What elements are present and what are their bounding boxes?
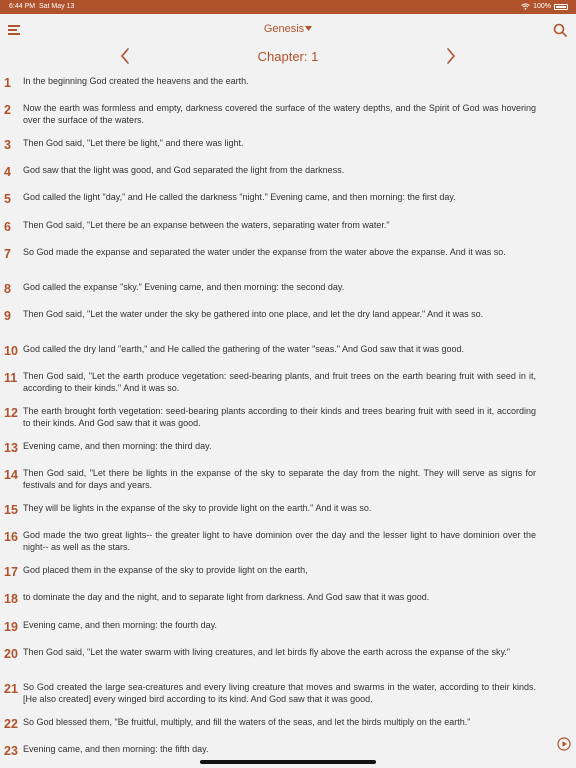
verse-text: The earth brought forth vegetation: seed-bearing plants according to their kinds and trees bearing fruit with seed in it, according to their kinds. And God saw that it was good. — [23, 406, 536, 428]
status-right — [521, 3, 568, 10]
status-time-text: 6:44 PM — [9, 3, 36, 10]
verse-number: 16 — [4, 530, 18, 544]
verse-number: 19 — [4, 620, 18, 634]
verse-text: Evening came, and then morning: the fourth day. — [23, 620, 217, 630]
caret-down-icon — [305, 26, 312, 31]
verse-number: 7 — [4, 247, 11, 261]
verse-text: God saw that the light was good, and God separated the light from the darkness. — [23, 165, 345, 175]
verse-number: 9 — [4, 309, 11, 323]
verse-text: Then God said, "Let there be light," and there was light. — [23, 138, 244, 148]
verse-text: Evening came, and then morning: the fifth day. — [23, 744, 209, 754]
play-icon[interactable] — [557, 737, 571, 751]
verse-text: Then God said, "Let there be an expanse between the waters, separating water from water." — [23, 220, 390, 230]
verse-text: Then God said, "Let the water under the sky be gathered into one place, and let the dry land appear." And it was so. — [23, 309, 484, 319]
verse-text: Evening came, and then morning: the third day. — [23, 441, 212, 451]
verse-text: In the beginning God created the heavens and the earth. — [23, 76, 249, 86]
status-date-text: Sat May 13 — [38, 3, 75, 10]
verse-text: Then God said, "Let the earth produce vegetation: seed-bearing plants, and fruit trees on the earth bearing fruit with seed in it, according to their kinds." And it was so. — [23, 371, 536, 393]
battery-percent: 100% — [533, 3, 551, 10]
verse-number: 10 — [4, 344, 18, 358]
status-bar — [0, 0, 576, 14]
verse-number: 14 — [4, 468, 18, 482]
verse-number: 17 — [4, 565, 18, 579]
book-title: Genesis — [263, 23, 305, 35]
verse-text: God placed them in the expanse of the sky to provide light on the earth, — [23, 565, 308, 575]
verse-number: 4 — [4, 165, 11, 179]
chevron-right-icon[interactable] — [446, 48, 456, 64]
book-selector[interactable] — [0, 23, 576, 35]
verse-text: God called the dry land "earth," and He called the gathering of the water "seas." And God saw that it was good. — [23, 344, 465, 354]
verse-number: 18 — [4, 592, 18, 606]
search-icon[interactable] — [553, 23, 567, 37]
verse-number: 2 — [4, 103, 11, 117]
verse-text: They will be lights in the expanse of the sky to provide light on the earth." And it was so. — [23, 503, 372, 513]
verse-text: to dominate the day and the night, and to separate light from darkness. And God saw that it was good. — [23, 592, 430, 602]
verse-number: 22 — [4, 717, 18, 731]
verse-number: 21 — [4, 682, 18, 696]
verse-text: So God made the expanse and separated the water under the expanse from the water above the expanse. And it was so. — [23, 247, 506, 257]
verse-text: Then God said, "Let the water swarm with living creatures, and let birds fly above the earth across the expanse of the sky." — [23, 647, 510, 657]
verse-number: 20 — [4, 647, 18, 661]
navbar — [0, 14, 576, 46]
verse-text: So God created the large sea-creatures and every living creature that moves and swarms in the water, according to their kinds. [He also created] every winged bird according to its kind. And God saw that it was good. — [23, 682, 536, 704]
wifi-icon — [521, 3, 530, 10]
verse-number: 15 — [4, 503, 18, 517]
chapter-title: Chapter: 1 — [257, 49, 319, 64]
verse-number: 23 — [4, 744, 18, 758]
battery-icon — [554, 4, 568, 10]
home-indicator — [200, 760, 376, 764]
verse-text: God called the expanse "sky." Evening came, and then morning: the second day. — [23, 282, 345, 292]
verse-text: Then God said, "Let there be lights in the expanse of the sky to separate the day from the night. They will serve as signs for festivals and for days and years. — [23, 468, 536, 490]
verse-text: God made the two great lights-- the greater light to have dominion over the day and the lesser light to have dominion over the night-- as well as the stars. — [23, 530, 536, 552]
verse-number: 11 — [4, 371, 18, 385]
verse-number: 6 — [4, 220, 11, 234]
chapter-navigation — [0, 46, 576, 68]
verse-number: 13 — [4, 441, 18, 455]
verse-number: 8 — [4, 282, 11, 296]
verse-number: 12 — [4, 406, 18, 420]
verse-text: God called the light "day," and He called the darkness "night." Evening came, and then morning: the first day. — [23, 192, 456, 202]
verse-number: 1 — [4, 76, 11, 90]
verse-text: Now the earth was formless and empty, darkness covered the surface of the watery depths, and the Spirit of God was hovering over the surface of the waters. — [23, 103, 536, 125]
status-time — [9, 3, 74, 10]
verse-text: So God blessed them, "Be fruitful, multiply, and fill the waters of the seas, and let the birds multiply on the earth." — [23, 717, 471, 727]
verse-number: 3 — [4, 138, 11, 152]
verse-number: 5 — [4, 192, 11, 206]
